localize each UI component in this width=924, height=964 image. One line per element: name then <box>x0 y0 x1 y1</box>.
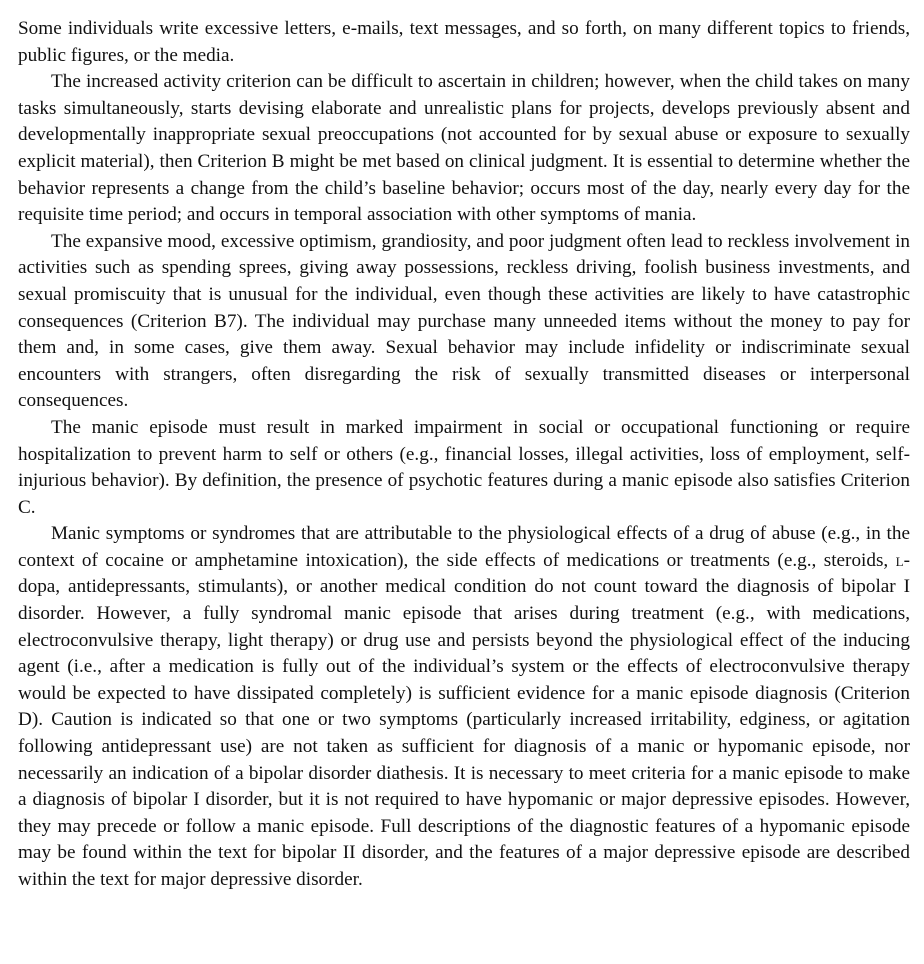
document-body <box>18 16 910 894</box>
paragraph-marked-impairment: The manic episode must result in marked impairment in social or occupational functioning or require hospitalization to prevent harm to self or others (e.g., financial losses, illegal activities, loss of employment, self-injurious behavior). By definition, the presence of psychotic features during a manic episode also satisfies Criterion C. <box>18 416 910 518</box>
paragraph-text-after: -dopa, antidepressants, stimulants), or another medical condition do not count toward the diagnosis of bipolar I disorder. However, a fully syndromal manic episode that arises during treatment (e.g., with medications, electroconvulsive therapy, light therapy) or drug use and persists beyond the physiological effect of the inducing agent (i.e., after a medication is fully out of the individual’s system or the effects of electroconvulsive therapy would be expected to have dissipated completely) is sufficient evidence for a manic episode diagnosis (Criterion D). Caution is indicated so that one or two symptoms (particularly increased irritability, edginess, or agitation following antidepressant use) are not taken as sufficient for diagnosis of a manic or hypomanic episode, nor necessarily an indication of a bipolar disorder diathesis. It is necessary to meet criteria for a manic episode to make a diagnosis of bipolar I disorder, but it is not required to have hypomanic or major depressive episodes. However, they may precede or follow a manic episode. Full descriptions of the diagnostic features of a hypomanic episode may be found within the text for bipolar II disorder, and the features of a major depressive episode are described within the text for major depressive disorder. <box>18 549 910 890</box>
paragraph-expansive-mood: The expansive mood, excessive optimism, grandiosity, and poor judgment often lead to reckless involvement in activities such as spending sprees, giving away possessions, reckless driving, foolish business investments, and sexual promiscuity that is unusual for the individual, even though these activities are likely to have catastrophic consequences (Criterion B7). The individual may purchase many unneeded items without the money to pay for them and, in some cases, give them away. Sexual behavior may include infidelity or indiscriminate sexual encounters with strangers, often disregarding the risk of sexually transmitted diseases or interpersonal consequences. <box>18 230 910 412</box>
paragraph-letters: Some individuals write excessive letters, e-mails, text messages, and so forth, on many different topics to friends, public figures, or the media. <box>18 18 910 66</box>
paragraph-substance-induced <box>18 521 910 893</box>
smallcaps-l: l <box>895 549 904 571</box>
paragraph-increased-activity: The increased activity criterion can be difficult to ascertain in children; however, when the child takes on many tasks simultaneously, starts devising elaborate and unrealistic plans for projects, develops previously absent and developmentally inappropriate sexual preoccupations (not accounted for by sexual abuse or exposure to sexually explicit material), then Criterion B might be met based on clinical judgment. It is essential to determine whether the behavior represents a change from the child’s baseline behavior; occurs most of the day, nearly every day for the requisite time period; and occurs in temporal association with other symptoms of mania. <box>18 71 910 226</box>
paragraph-text-before: Manic symptoms or syndromes that are attributable to the physiological effects of a drug of abuse (e.g., in the context of cocaine or amphetamine intoxication), the side effects of medications or treatments (e.g., steroids, <box>18 523 910 571</box>
